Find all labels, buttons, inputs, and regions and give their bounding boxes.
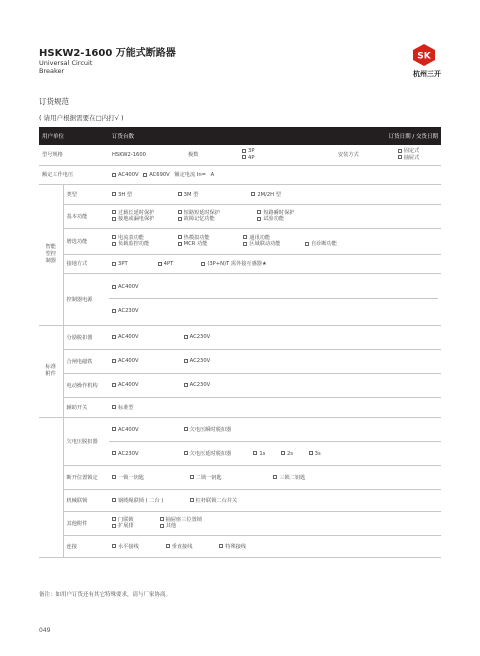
extra-opt: 自诊断功能 <box>310 241 337 247</box>
std-row-label: 电动操作机构 <box>63 373 109 397</box>
std-opt: AC400V <box>118 382 139 388</box>
group-line: 智能 <box>45 244 56 250</box>
checkbox[interactable] <box>112 517 116 521</box>
smart-power-row <box>39 273 441 325</box>
checkbox[interactable] <box>273 475 277 479</box>
checkbox[interactable] <box>112 217 116 221</box>
lock-opt: 一锁一钥匙 <box>118 474 144 481</box>
request-note: ( 请用户根据需要在□内打√ ) <box>39 114 124 122</box>
smart-basic-options <box>109 204 441 228</box>
other-row <box>39 511 441 535</box>
smart-controller-group <box>39 184 63 325</box>
checkbox[interactable] <box>166 544 170 548</box>
conn-row <box>39 535 441 557</box>
product-title: HSKW2-1600 万能式断路器 <box>39 48 176 59</box>
checkbox[interactable] <box>112 475 116 479</box>
checkbox[interactable] <box>251 192 255 196</box>
std-row-label: 分励脱扣器 <box>63 325 109 349</box>
wiring-opt: 4PT <box>163 261 174 267</box>
smart-basic-row <box>39 204 441 228</box>
checkbox[interactable] <box>253 451 257 455</box>
checkbox[interactable] <box>160 517 164 521</box>
other-opt: 其他 <box>165 523 177 529</box>
basic-opt: 故障记忆功能 <box>183 216 215 222</box>
std-opt: AC230V <box>189 382 211 388</box>
checkbox[interactable] <box>112 383 116 387</box>
uv-delay: 2s <box>286 450 293 457</box>
std-row-options <box>109 325 441 349</box>
interlock-opt: 杠杆联锁二台并关 <box>195 497 238 504</box>
checkbox[interactable] <box>112 544 116 548</box>
other-opt: 门联锁 <box>118 516 134 523</box>
extra-opt: 通讯功能 <box>249 234 271 241</box>
other-label: 其他附件 <box>63 511 109 535</box>
uv-label: 欠电压脱扣器 <box>63 417 109 465</box>
smart-basic-label: 基本功能 <box>63 204 109 228</box>
power-opt: AC400V <box>118 284 139 290</box>
smart-wiring-row <box>39 254 441 273</box>
voltage-options <box>109 165 441 184</box>
checkbox[interactable] <box>398 149 402 153</box>
voltage-label: 额定工作电压 <box>39 165 109 184</box>
lock-opt: 二锁一钥匙 <box>195 474 222 481</box>
extra-opt: 负载监控功能 <box>118 241 150 247</box>
brand-logo <box>407 44 441 82</box>
interlock-options <box>109 489 441 511</box>
checkbox[interactable] <box>184 451 188 455</box>
model-label: 型号规格 <box>39 145 109 165</box>
smart-type-row <box>39 184 441 204</box>
group-line: 型控 <box>45 251 56 257</box>
checkbox[interactable] <box>112 235 116 239</box>
checkbox[interactable] <box>190 475 194 479</box>
checkbox[interactable] <box>112 262 116 266</box>
other-opt: 抽屉座三位置锁 <box>165 516 202 523</box>
poles-options <box>239 145 325 165</box>
uv-desc: 欠电压瞬时脱扣器 <box>189 426 232 433</box>
checkbox[interactable] <box>112 285 116 289</box>
extra-opt: 区域联动功能 <box>249 241 281 247</box>
page-number: 049 <box>39 627 51 634</box>
checkbox[interactable] <box>184 359 188 363</box>
power-opt: AC230V <box>118 308 139 314</box>
std-aux-label: 辅助开关 <box>63 397 109 417</box>
uv-desc: 欠电压延时脱扣器 <box>189 450 232 457</box>
standard-accessory-group <box>39 325 63 417</box>
uv-volt: AC400V <box>118 426 139 433</box>
header-order-qty: 订货台数 <box>109 127 239 145</box>
uv-delay: 3s <box>314 450 321 457</box>
brand-name: 杭州三开 <box>413 70 441 78</box>
type-opt: 2M/2H 型 <box>257 191 281 198</box>
checkbox[interactable] <box>112 359 116 363</box>
header-order-date: 订货日期 / 交货日期 <box>325 127 441 145</box>
interlock-opt: 钢缆绳联锁 ( 二台 ) <box>118 497 164 504</box>
lock-row <box>39 465 441 489</box>
other-options <box>109 511 441 535</box>
header-user-unit: 用户单位 <box>39 127 109 145</box>
checkbox[interactable] <box>112 309 116 313</box>
uv-row-2-options <box>109 441 441 465</box>
extra-opt: MCR 功能 <box>183 241 208 247</box>
table-header-row <box>39 127 441 145</box>
checkbox[interactable] <box>112 335 116 339</box>
interlock-row <box>39 489 441 511</box>
std-opt: AC400V <box>118 334 139 340</box>
conn-opt: 特殊接线 <box>225 543 247 550</box>
checkbox[interactable] <box>190 498 194 502</box>
smart-extra-label: 增选功能 <box>63 228 109 254</box>
group-line: 制器 <box>45 258 56 264</box>
model-row <box>39 145 441 165</box>
std-opt: AC400V <box>118 358 139 364</box>
std-aux-row <box>39 397 441 417</box>
conn-opt: 垂直接线 <box>171 543 193 550</box>
uv-row-1-options <box>109 417 441 441</box>
checkbox[interactable] <box>112 524 116 528</box>
smart-wiring-label: 接地方式 <box>63 254 109 273</box>
checkbox[interactable] <box>112 242 116 246</box>
checkbox[interactable] <box>112 427 116 431</box>
interlock-label: 机械联锁 <box>63 489 109 511</box>
checkbox[interactable] <box>112 192 116 196</box>
std-close-row <box>39 349 441 373</box>
checkbox[interactable] <box>184 427 188 431</box>
extra-opt: 电流表功能 <box>118 234 144 241</box>
mount-opt-fixed: 固定式 <box>403 148 420 155</box>
checkbox[interactable] <box>184 335 188 339</box>
checkbox[interactable] <box>242 155 246 159</box>
checkbox[interactable] <box>257 217 261 221</box>
mount-opt-drawout: 抽屉式 <box>403 154 420 161</box>
model-value: HSKW2-1600 <box>109 145 185 165</box>
voltage-opt-690: AC690V <box>149 172 170 178</box>
checkbox[interactable] <box>112 173 116 177</box>
std-row-label: 合闸电磁铁 <box>63 349 109 373</box>
basic-opt: 短路瞬时保护 <box>263 209 295 216</box>
group-line: 标准 <box>45 364 56 370</box>
checkbox[interactable] <box>243 242 247 246</box>
subtitle-line-1: Universal Circuit <box>39 59 93 67</box>
section-title: 订货规范 <box>39 97 69 106</box>
std-opt: AC230V <box>189 358 211 364</box>
wiring-opt: (3P+N)T 需外接互感器★ <box>207 261 267 267</box>
checkbox[interactable] <box>305 242 309 246</box>
other-opt: 扩展排 <box>118 523 134 529</box>
checkbox[interactable] <box>178 242 182 246</box>
checkbox[interactable] <box>143 173 147 177</box>
smart-type-label: 类型 <box>63 184 109 204</box>
optional-accessory-group <box>39 417 63 557</box>
lock-label: 断开位置锁定 <box>63 465 109 489</box>
smart-extra-options <box>109 228 441 254</box>
lock-opt: 三锁二钥匙 <box>279 474 306 481</box>
conn-options <box>109 535 441 557</box>
subtitle-line-2: Breaker <box>39 67 65 75</box>
std-aux-options <box>109 397 441 417</box>
uv-row-1 <box>39 417 441 441</box>
voltage-opt-400: AC400V <box>118 172 139 178</box>
rated-current-unit: A <box>210 172 215 178</box>
group-line: 附件 <box>45 371 56 377</box>
checkbox[interactable] <box>243 235 247 239</box>
type-opt: 3M 型 <box>183 191 199 198</box>
rated-current-label: 额定电流 In= <box>174 172 206 178</box>
product-subtitle <box>39 59 92 75</box>
conn-opt: 水平接线 <box>118 543 139 550</box>
checkbox[interactable] <box>309 451 313 455</box>
checkbox[interactable] <box>178 217 182 221</box>
checkbox[interactable] <box>112 498 116 502</box>
poles-label: 极数 <box>185 145 239 165</box>
lock-options <box>109 465 441 489</box>
uv-delay: 1s <box>259 450 266 457</box>
poles-opt-3p: 3P <box>248 148 255 155</box>
std-row-options <box>109 373 441 397</box>
std-motor-row <box>39 373 441 397</box>
smart-power-label: 控制器电源 <box>63 273 109 325</box>
uv-volt: AC230V <box>118 450 139 457</box>
basic-opt: 短路短延时保护 <box>183 209 220 216</box>
basic-opt: 过载长延时保护 <box>118 209 155 216</box>
checkbox[interactable] <box>201 262 205 266</box>
mount-label: 安装方式 <box>338 152 359 159</box>
smart-type-options <box>109 184 441 204</box>
basic-opt: 接地或漏电保护 <box>118 216 155 222</box>
checkbox[interactable] <box>112 210 116 214</box>
checkbox[interactable] <box>257 210 261 214</box>
checkbox[interactable] <box>178 192 182 196</box>
checkbox[interactable] <box>219 544 223 548</box>
basic-opt: 试验功能 <box>263 216 285 222</box>
wiring-opt: 3PT <box>118 261 128 267</box>
checkbox[interactable] <box>112 451 116 455</box>
smart-power-options <box>109 273 441 325</box>
poles-opt-4p: 4P <box>248 154 255 161</box>
sk-brand-logo-icon <box>413 44 435 66</box>
aux-opt: 标准型 <box>118 404 134 411</box>
mount-cell <box>325 145 441 165</box>
conn-label: 连接 <box>63 535 109 557</box>
smart-wiring-options <box>109 254 441 273</box>
checkbox[interactable] <box>112 405 116 409</box>
checkbox[interactable] <box>178 235 182 239</box>
checkbox[interactable] <box>242 149 246 153</box>
checkbox[interactable] <box>398 155 402 159</box>
std-shunt-row <box>39 325 441 349</box>
extra-opt: 热模拟功能 <box>183 234 210 241</box>
checkbox[interactable] <box>178 210 182 214</box>
std-row-options <box>109 349 441 373</box>
page-header <box>39 44 441 82</box>
order-spec-table <box>39 127 441 558</box>
checkbox[interactable] <box>281 451 285 455</box>
checkbox[interactable] <box>158 262 162 266</box>
checkbox[interactable] <box>184 383 188 387</box>
remark-note: 备注：如用户订货还有其它特殊要求，请与厂家协商。 <box>39 592 172 598</box>
smart-extra-row <box>39 228 441 254</box>
voltage-row <box>39 165 441 184</box>
svg-text:SK: SK <box>417 51 431 62</box>
type-opt: 3H 型 <box>118 191 133 198</box>
std-opt: AC230V <box>189 334 211 340</box>
checkbox[interactable] <box>160 524 164 528</box>
